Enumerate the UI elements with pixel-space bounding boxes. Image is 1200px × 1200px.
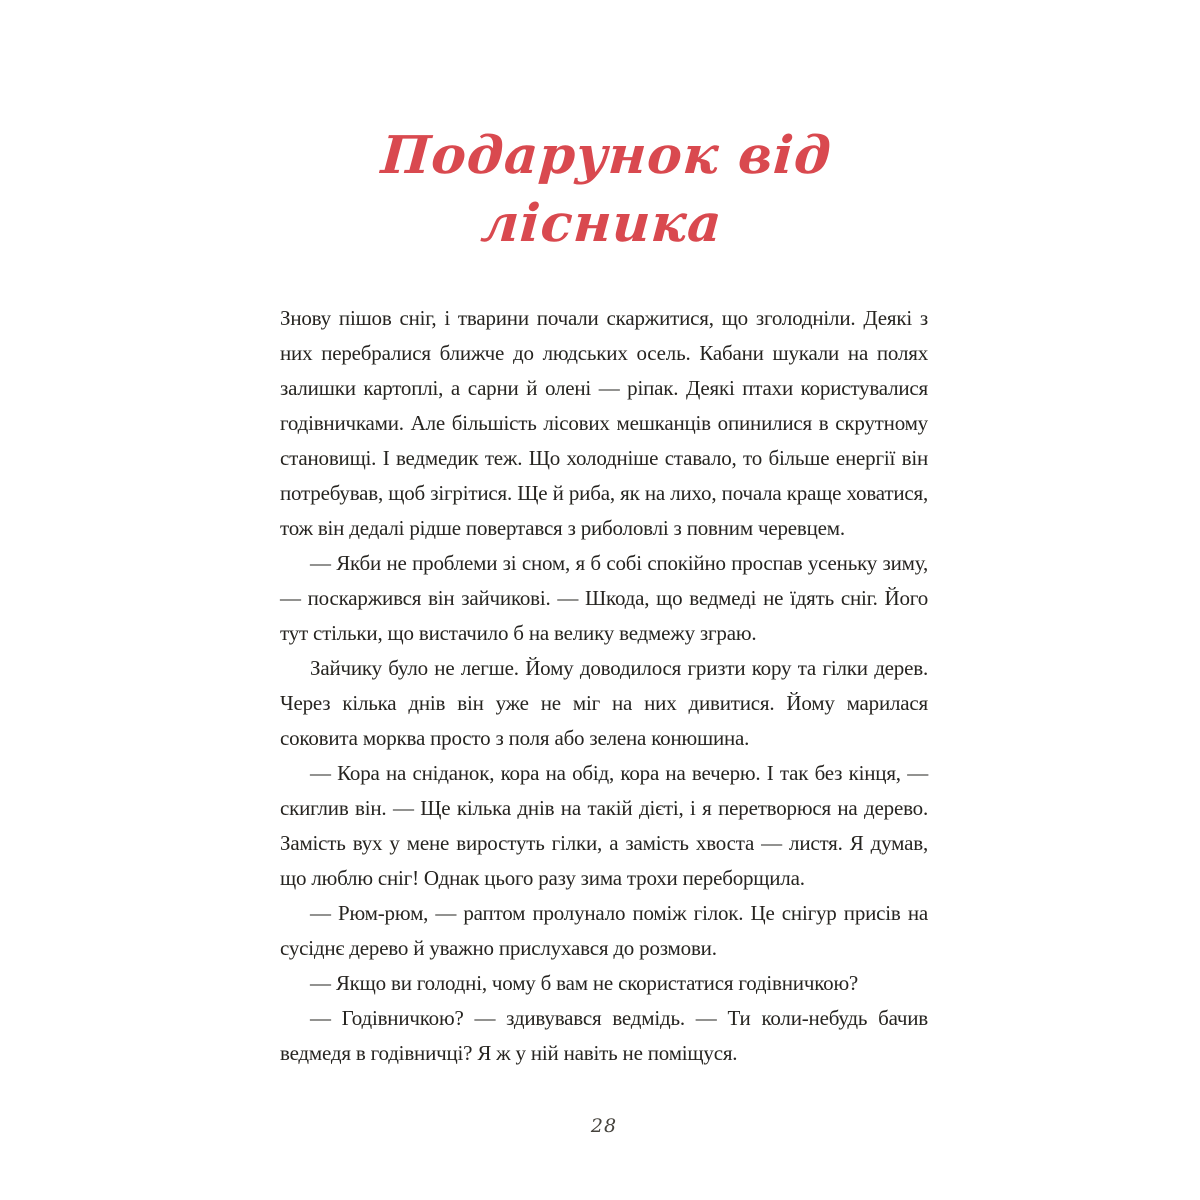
chapter-title: Подарунок від лісника — [379, 125, 834, 254]
paragraph: Знову пішов сніг, і тварини почали скаржитися, що зголодніли. Деякі з них перебралися ближче до людських осель. Кабани шукали на полях залишки картоплі, а сарни й олені — ріпак. Деякі птахи користувалися годівничками. Але більшість лісових мешканців опинилися в скрутному становищі. І ведмедик теж. Що холодніше ставало, то більше енергії він потребував, щоб зігрітися. Ще й риба, як на лихо, почала краще ховатися, тож він дедалі рідше повертався з риболовлі з повним черевцем. — [280, 306, 928, 541]
paragraph: — Рюм-рюм, — раптом пролунало поміж гілок. Це снігур присів на сусіднє дерево й уважно прислухався до розмови. — [280, 901, 928, 961]
paragraph: — Якби не проблеми зі сном, я б собі спокійно проспав усеньку зиму, — поскаржився він зайчикові. — Шкода, що ведмеді не їдять сніг. Його тут стільки, що вистачило б на велику ведмежу зграю. — [280, 551, 928, 646]
story-text — [280, 301, 928, 1071]
paragraph: — Кора на сніданок, кора на обід, кора на вечерю. І так без кінця, — скиглив він. — Ще кілька днів на такій дієті, і я перетворюся на дерево. Замість вух у мене виростуть гілки, а замість хвоста — листя. Я думав, що люблю сніг! Однак цього разу зима трохи переборщила. — [280, 761, 928, 891]
paragraph: — Якщо ви голодні, чому б вам не скористатися годівничкою? — [310, 971, 859, 996]
paragraph: Зайчику було не легше. Йому доводилося гризти кору та гілки дерев. Через кілька днів він уже не міг на них дивитися. Йому марилася соковита морква просто з поля або зелена конюшина. — [280, 656, 928, 751]
page-number: 28 — [590, 1115, 618, 1138]
paragraph: — Годівничкою? — здивувався ведмідь. — Ти коли-небудь бачив ведмедя в годівничці? Я ж у ній навіть не поміщуся. — [280, 1006, 928, 1066]
